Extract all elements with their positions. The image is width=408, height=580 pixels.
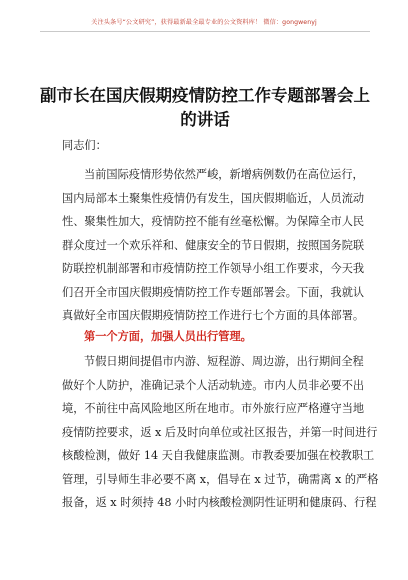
section-heading: 第一个方面，加强人员出行管理。 (84, 329, 252, 343)
document-title (40, 84, 370, 132)
paragraph-line: 做好个人防护，准确记录个人活动轨迹。市内人员非必要不出 (62, 379, 365, 392)
paragraph-line: 疫情防控要求，返 x 后及时向单位或社区报告，并第一时间进行 (62, 426, 378, 439)
paragraph-line: 报备，返 x 时须持 48 小时内核酸检测阴性证明和健康码、行程 (62, 496, 377, 509)
title-line-1: 副市长在国庆假期疫情防控工作专题部署会上 (40, 86, 370, 105)
paragraph-line: 防联控机制部署和市疫情防控工作领导小组工作要求，今天我 (62, 262, 365, 275)
paragraph-line: 性、聚集性加大，疫情防控不能有丝毫松懈。为保障全市人民 (62, 215, 365, 228)
paragraph-line: 当前国际疫情形势依然严峻，新增病例数仍在高位运行， (84, 168, 364, 181)
paragraph-line: 境，不前往中高风险地区所在地市。市外旅行应严格遵守当地 (62, 402, 365, 415)
paragraph-line: 群众度过一个欢乐祥和、健康安全的节日假期，按照国务院联 (62, 239, 365, 252)
header-note: 关注头条号“公文研究”，获得最新最全最专业的公文资料库！ 微信：gongwenyj (91, 19, 317, 26)
salutation: 同志们： (62, 139, 107, 152)
paragraph-line: 们召开全市国庆假期疫情防控工作专题部署会。下面，我就认 (62, 286, 365, 299)
title-line-2: 的讲话 (180, 110, 230, 129)
paragraph-line: 国内局部本土聚集性疫情仍有发生，国庆假期临近，人员流动 (62, 192, 365, 205)
paragraph-line: 真做好全市国庆假期疫情防控工作进行七个方面的具体部署。 (62, 309, 365, 322)
paragraph-line: 节假日期间提倡市内游、短程游、周边游，出行期间全程 (84, 355, 364, 368)
paragraph-line: 核酸检测，做好 14 天自我健康监测。市教委要加强在校教职工 (62, 449, 375, 462)
header-divider (40, 31, 370, 32)
paragraph-line: 管理，引导师生非必要不离 x，倡导在 x 过节，确需离 x 的严格 (62, 473, 379, 486)
